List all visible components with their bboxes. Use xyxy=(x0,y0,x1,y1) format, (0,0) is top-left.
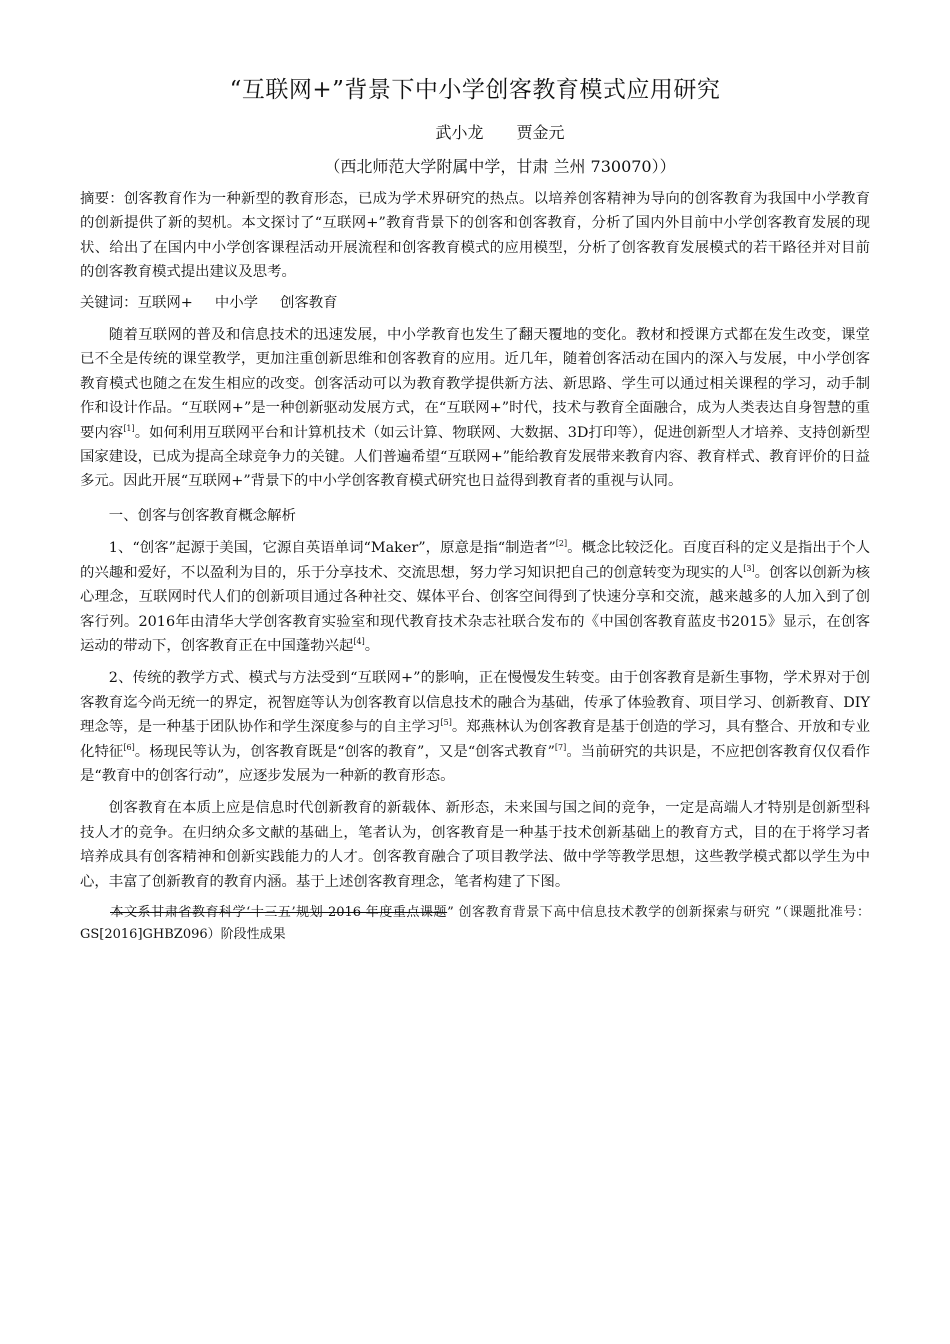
footnote-text: ” 创客教育背景下高中信息技术教学的创新探索与研究 ”（课题批准号：GS[2016]GHBZ096）阶段性成果 xyxy=(80,904,870,942)
intro-text-a: 随着互联网的普及和信息技术的迅速发展，中小学教育也发生了翻天覆地的变化。教材和授课方式都在发生改变，课堂已不全是传统的课堂教学，更加注重创新思维和创客教育的应用。近几年，随着创客活动在国内的深入与发展，中小学创客教育模式也随之在发生相应的改变。创客活动可以为教育教学提供新方法、新思路、学生可以通过相关课程的学习，动手制作和设计作品。“互联网+”是一种创新驱动发展方式，在“互联网+”时代，技术与教育全面融合，成为人类表达自身智慧的重要内容 xyxy=(80,327,870,441)
keywords xyxy=(80,291,870,315)
p2-text-d: 。当前研究的共识是，不应把创客教育仅仅看作是“教育中的创客行动”，应逐步发展为一种新的教育形态。 xyxy=(80,743,870,784)
citation-3: [3] xyxy=(743,563,755,573)
paragraph-3: 创客教育在本质上应是信息时代创新教育的新载体、新形态，未来国与国之间的竞争，一定是高端人才特别是创新型科技人才的竞争。在归纳众多文献的基础上，笔者认为，创客教育是一种基于技术创新基础上的教育方式，目的在于将学习者培养成具有创客精神和创新实践能力的人才。创客教育融合了项目教学法、做中学等教学思想，这些教学模式都以学生为中心，丰富了创新教育的教育内涵。基于上述创客教育理念，笔者构建了下图。 xyxy=(80,800,870,890)
author-2: 贾金元 xyxy=(516,123,565,142)
footnote xyxy=(80,902,870,946)
paper-title: “互联网+”背景下中小学创客教育模式应用研究 xyxy=(229,77,721,103)
p1-text-c: 。创客以创新为核心理念，互联网时代人们的创新项目通过各种社交、媒体平台、创客空间得到了快速分享和交流，越来越多的人加入到了创客行列。2016年由清华大学创客教育实验室和现代教育技术杂志社联合发布的《中国创客教育蓝皮书2015》显示，在创客运动的带动下，创客教育正在中国蓬勃兴起 xyxy=(80,564,870,654)
p1-text-a: 1、“创客”起源于美国，它源自英语单词“Maker”，原意是指“制造者” xyxy=(108,540,556,557)
affiliation: （西北师范大学附属中学，甘肃 兰州 730070）） xyxy=(324,157,676,176)
p2-text-b: 。郑燕林认为创客教育是基于创造的学习，具有整合、开放和专业化特征 xyxy=(80,719,870,760)
keyword-2: 中小学 xyxy=(214,294,258,311)
abstract: 摘要：创客教育作为一种新型的教育形态，已成为学术界研究的热点。以培养创客精神为导向的创客教育为我国中小学教育的创新提供了新的契机。本文探讨了“互联网+”教育背景下的创客和创客教育，分析了国内外目前中小学创客教育发展的现状、给出了在国内中小学创客课程活动开展流程和创客教育模式的应用模型，分析了创客教育发展模式的若干路径并对目前的创客教育模式提出建议及思考。 xyxy=(80,191,870,281)
p2-text-a: 2、传统的教学方式、模式与方法受到“互联网+”的影响，正在慢慢发生转变。由于创客教育是新生事物，学术界对于创客教育迄今尚无统一的界定，祝智庭等认为创客教育以信息技术的融合为基础，传承了体验教育、项目学习、创新教育、DIY 理念等，是一种基于团队协作和学生深度参与的自主学习 xyxy=(80,670,870,736)
keyword-3: 创客教育 xyxy=(280,294,338,311)
authors xyxy=(80,121,870,145)
paragraph-1 xyxy=(80,536,870,658)
citation-7: [7] xyxy=(554,742,567,752)
intro-paragraph xyxy=(80,323,870,494)
paper-page xyxy=(80,62,870,946)
p2-text-c: 。杨现民等认为，创客教育既是“创客的教育”，又是“创客式教育” xyxy=(134,743,555,760)
footnote-struck-text: 本文系甘肃省教育科学‘十三五’规划 2016 年度重点课题 xyxy=(110,904,448,920)
citation-6: [6] xyxy=(123,742,135,752)
citation-2: [2] xyxy=(555,539,568,549)
keywords-label: 关键词： xyxy=(80,294,138,311)
citation-4: [4] xyxy=(353,636,365,646)
p1-text-d: 。 xyxy=(364,637,380,654)
intro-text-b: 。如何利用互联网平台和计算机技术（如云计算、物联网、大数据、3D打印等），促进创新型人才培养、支持创新型国家建设，已成为提高全球竞争力的关键。人们普遍希望“互联网+”能给教育发展带来教育内容、教育样式、教育评价的日益多元。因此开展“互联网+”背景下的中小学创客教育模式研究也日益得到教育者的重视与认同。 xyxy=(80,424,870,490)
p1-text-b: 。概念比较泛化。百度百科的定义是指出于个人的兴趣和爱好，不以盈利为目的，乐于分享技术、交流思想，努力学习知识把自己的创意转变为现实的人 xyxy=(80,540,870,581)
keyword-1: 互联网+ xyxy=(137,294,193,311)
section-heading-1: 一、创客与创客教育概念解析 xyxy=(108,507,296,524)
paragraph-2 xyxy=(80,666,870,788)
citation-5: [5] xyxy=(440,718,452,728)
author-1: 武小龙 xyxy=(435,123,484,142)
citation-1: [1] xyxy=(123,423,135,433)
